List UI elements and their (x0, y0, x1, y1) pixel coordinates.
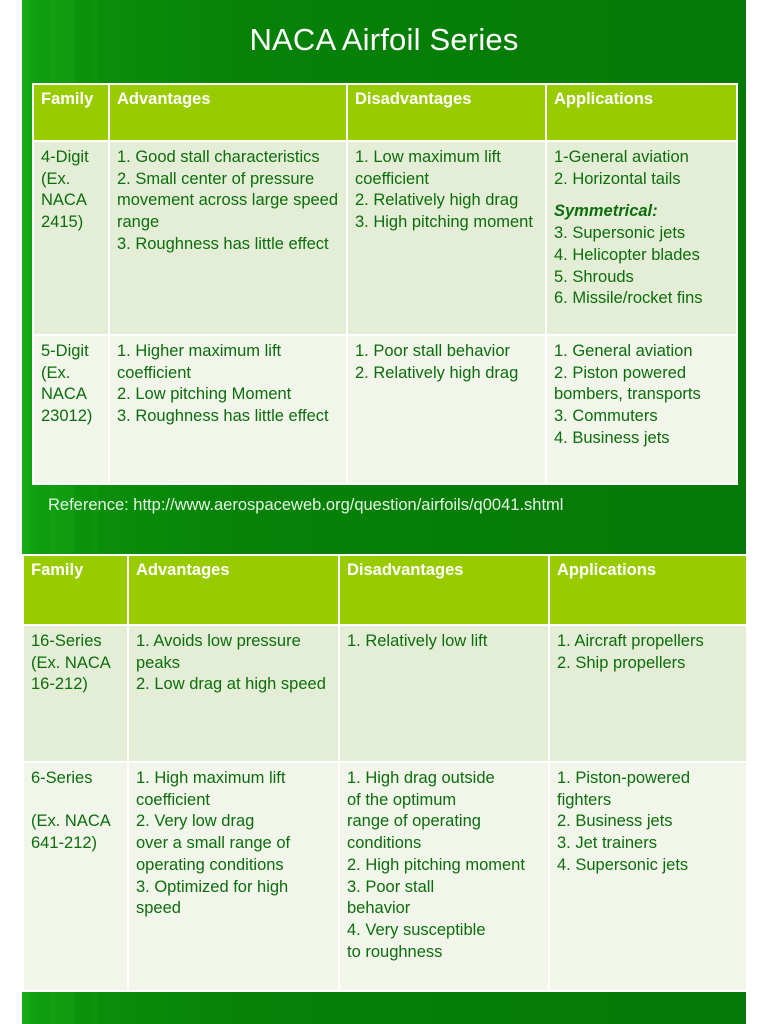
table-header-row (23, 555, 747, 625)
applications-cell: 1. Piston-powered fighters 2. Business jets 3. Jet trainers 4. Supersonic jets (549, 762, 747, 991)
header-advantages: Advantages (128, 555, 339, 625)
applications-text: 1-General aviation 2. Horizontal tails (554, 148, 689, 188)
applications-cell: 1. General aviation 2. Piston powered bombers, transports 3. Commuters 4. Business jets (546, 335, 737, 484)
applications-symmetrical-text: 3. Supersonic jets 4. Helicopter blades 5. Shrouds 6. Missile/rocket fins (554, 224, 703, 308)
header-applications: Applications (549, 555, 747, 625)
table-row (23, 762, 747, 991)
disadvantages-cell: 1. Poor stall behavior 2. Relatively high drag (347, 335, 546, 484)
advantages-cell: 1. High maximum lift coefficient 2. Very low drag over a small range of operating conditions 3. Optimized for high speed (128, 762, 339, 991)
applications-cell: 1. Aircraft propellers 2. Ship propellers (549, 625, 747, 762)
page-title: NACA Airfoil Series (249, 22, 519, 57)
table-row (23, 625, 747, 762)
disadvantages-cell: 1. Low maximum lift coefficient 2. Relatively high drag 3. High pitching moment (347, 141, 546, 335)
table-row (33, 141, 737, 335)
family-cell: 6-Series (Ex. NACA 641-212) (23, 762, 128, 991)
airfoil-table-bottom (22, 554, 748, 992)
header-family: Family (23, 555, 128, 625)
symmetrical-label: Symmetrical: (554, 202, 658, 221)
header-applications: Applications (546, 84, 737, 141)
header-disadvantages: Disadvantages (347, 84, 546, 141)
advantages-cell: 1. Avoids low pressure peaks 2. Low drag at high speed (128, 625, 339, 762)
header-family: Family (33, 84, 109, 141)
table-row (33, 335, 737, 484)
applications-cell (546, 141, 737, 335)
table-header-row (33, 84, 737, 141)
advantages-cell: 1. Good stall characteristics 2. Small center of pressure movement across large speed range 3. Roughness has little effect (109, 141, 347, 335)
disadvantages-cell: 1. Relatively low lift (339, 625, 549, 762)
family-cell: 16-Series (Ex. NACA 16-212) (23, 625, 128, 762)
family-cell: 5-Digit (Ex. NACA 23012) (33, 335, 109, 484)
reference-link[interactable]: Reference: http://www.aerospaceweb.org/question/airfoils/q0041.shtml (48, 496, 564, 514)
advantages-cell: 1. Higher maximum lift coefficient 2. Low pitching Moment 3. Roughness has little effect (109, 335, 347, 484)
header-disadvantages: Disadvantages (339, 555, 549, 625)
header-advantages: Advantages (109, 84, 347, 141)
disadvantages-cell: 1. High drag outside of the optimum range of operating conditions 2. High pitching moment 3. Poor stall behavior 4. Very susceptible to roughness (339, 762, 549, 991)
family-cell: 4-Digit (Ex. NACA 2415) (33, 141, 109, 335)
airfoil-table-top (32, 83, 738, 485)
